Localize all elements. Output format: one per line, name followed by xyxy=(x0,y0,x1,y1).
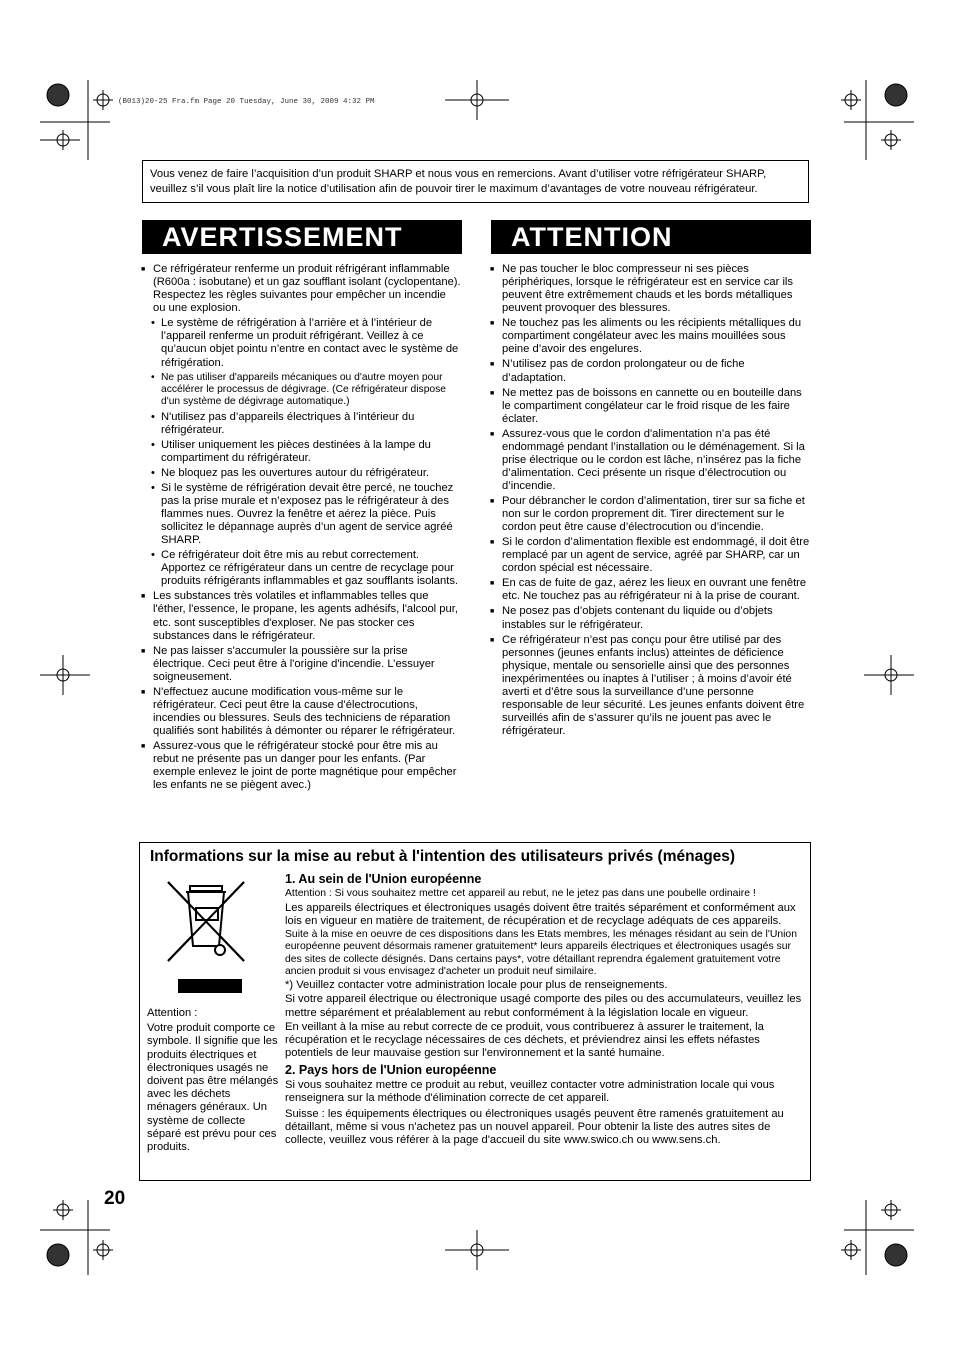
list-item: ■ Assurez-vous que le cordon d'alimentation n’a pas été endommagé pendant l’installation ou le déménagement. Si la prise électrique ou le cordon est lâche, n’insérez pas la fiche d’alimentation. Ceci présente un risque d’électrocution ou d’incendie. xyxy=(490,428,811,493)
avertissement-list xyxy=(141,263,461,792)
list-item: • Le système de réfrigération à l’arrière et à l’intérieur de l’appareil renferme un produit réfrigérant. Veillez à ce qu’aucun objet pointu n’entre en contact avec le système de réfrigération. xyxy=(141,317,461,369)
disposal-details xyxy=(285,873,810,1148)
list-item: ■ Ce réfrigérateur n’est pas conçu pour être utilisé par des personnes (jeunes enfants inclus) atteintes de déficience physique, mentale ou sensorielle ainsi que des personnes inexpérimentées ou inaptes à l’utiliser ; à moins d’avoir été averti et d’être sous la surveillance d’une personne responsable de leur sécurité. Les jeunes enfants doivent être surveillés afin de s’assurer qu’ils ne jouent pas avec le réfrigérateur. xyxy=(490,634,811,739)
list-item: ■ N'effectuez aucune modification vous-même sur le réfrigérateur. Ceci peut être la cause d’électrocutions, incendies ou blessures. Seuls des techniciens de réparation qualifiés sont habilités à démonter ou réparer le réfrigérateur. xyxy=(141,686,461,738)
list-item: • Utiliser uniquement les pièces destinées à la lampe du compartiment du réfrigérateur. xyxy=(141,439,461,465)
list-item: ■ Ne posez pas d’objets contenant du liquide ou d’objets instables sur le réfrigérateur. xyxy=(490,605,811,631)
list-item: • N'utilisez pas d’appareils électriques à l’intérieur du réfrigérateur. xyxy=(141,411,461,437)
avertissement-column xyxy=(141,263,461,794)
symbol-explanation xyxy=(147,1007,279,1154)
disposal-info-box xyxy=(139,842,811,1181)
attention-list xyxy=(490,263,811,738)
weee-black-bar xyxy=(178,979,242,993)
file-header-line: (B013)20-25 Fra.fm Page 20 Tuesday, June 30, 2009 4:32 PM xyxy=(118,98,375,106)
section-eu-para: En veillant à la mise au rebut correcte de ce produit, vous contribuerez à assurer le traitement, la récupération et le recyclage nécessaires de ces déchets, et préviendrez ainsi les effets néfastes potentiels de leur mauvaise gestion sur l'environnement et la santé humaine. xyxy=(285,1020,764,1059)
list-item: ■ Ce réfrigérateur renferme un produit réfrigérant inflammable (R600a : isobutane) et un gaz soufflant isolant (cyclopentane). Respectez les règles suivantes pour empêcher un incendie ou une explosion. xyxy=(141,263,461,315)
symbol-attention-text: Votre produit comporte ce symbole. Il signifie que les produits électriques et électroniques usagés ne doivent pas être mélangés avec les déchets ménagers généraux. Un système de collecte séparé est prévu pour ces produits. xyxy=(147,1022,279,1154)
disposal-title: Informations sur la mise au rebut à l'intention des utilisateurs privés (ménages) xyxy=(150,848,736,865)
section-eu-para: Suite à la mise en oeuvre de ces dispositions dans les Etats membres, les ménages résidant au sein de l'Union européenne peuvent désormais ramener gratuitement* leurs appareils électriques et électroniques usagés sur des sites de collecte désignés. Dans certains pays*, votre détaillant reprendra également gratuitement votre ancien produit si vous envisagez d'acheter un produit neuf similaire. xyxy=(285,928,797,977)
section-non-eu-para: Si vous souhaitez mettre ce produit au rebut, veuillez contacter votre administration locale qui vous renseignera sur la méthode d'élimination correcte de cet appareil. xyxy=(285,1078,775,1105)
section-eu-footnote: *) Veuillez contacter votre administration locale pour plus de renseignements. xyxy=(285,979,668,992)
avertissement-banner: AVERTISSEMENT xyxy=(142,220,462,254)
attention-banner: ATTENTION xyxy=(491,220,811,254)
list-item: • Ne pas utiliser d'appareils mécaniques ou d'autre moyen pour accélérer le processus de dégivrage. (Ce réfrigérateur dispose d'un système de dégivrage automatique.) xyxy=(141,372,461,409)
page-number: 20 xyxy=(104,1188,126,1209)
section-eu-heading: 1. Au sein de l'Union européenne xyxy=(285,872,482,886)
intro-box: Vous venez de faire l’acquisition d’un produit SHARP et nous vous en remercions. Avant d’utiliser votre réfrigérateur SHARP, veuillez s’il vous plaît lire la notice d’utilisation afin de pouvoir tirer le maximum d’avantages de votre nouveau réfrigérateur. xyxy=(142,160,809,203)
list-item: ■ N’utilisez pas de cordon prolongateur ou de fiche d’adaptation. xyxy=(490,358,811,384)
list-item: ■ Pour débrancher le cordon d’alimentation, tirer sur sa fiche et non sur le cordon proprement dit. Tirer directement sur le cordon peut être cause d’électrocution ou d’incendie. xyxy=(490,495,811,534)
list-item: ■ Si le cordon d’alimentation flexible est endommagé, il doit être remplacé par un agent de service, agréé par SHARP, car un cordon spécial est nécessaire. xyxy=(490,536,811,575)
section-eu-para: Si votre appareil électrique ou électronique usagé comporte des piles ou des accumulateurs, veuillez les mettre séparément et préalablement au rebut conformément à la législation locale en vigueur. xyxy=(285,993,802,1019)
list-item: • Ce réfrigérateur doit être mis au rebut correctement. Apportez ce réfrigérateur dans un centre de recyclage pour produits réfrigérants inflammables et gaz soufflants isolants. xyxy=(141,549,461,588)
attention-column xyxy=(490,263,811,740)
list-item: ■ Ne mettez pas de boissons en cannette ou en bouteille dans le compartiment congélateur car le froid risque de les faire éclater. xyxy=(490,387,811,426)
list-item: • Ne bloquez pas les ouvertures autour du réfrigérateur. xyxy=(141,467,461,480)
list-item: • Si le système de réfrigération devait être percé, ne touchez pas la prise murale et n’exposez pas le réfrigérateur à des flammes nues. Ouvrez la fenêtre et aérez la pièce. Puis sollicitez le dépannage auprès d’un agent de service agréé SHARP. xyxy=(141,482,461,547)
section-eu-warning: Attention : Si vous souhaitez mettre cet appareil au rebut, ne le jetez pas dans une poubelle ordinaire ! xyxy=(285,888,756,900)
section-eu-para: Les appareils électriques et électroniques usagés doivent être traités séparément et conformément aux lois en vigueur en matière de traitement, de récupération et de recyclage adéquats de ces appareils. xyxy=(285,901,796,927)
list-item: ■ Ne pas toucher le bloc compresseur ni ses pièces périphériques, lorsque le réfrigérateur est en service car ils peuvent être extrêmement chauds et les bords métalliques peuvent provoquer des blessures. xyxy=(490,263,811,315)
symbol-attention-label: Attention : xyxy=(147,1007,198,1019)
list-item: ■ Ne touchez pas les aliments ou les récipients métalliques du compartiment congélateur avec les mains mouillées sous peine d’avoir des engelures. xyxy=(490,317,811,356)
crossed-bin-icon xyxy=(166,880,246,963)
list-item: ■ Les substances très volatiles et inflammables telles que l'éther, l'essence, le propane, les agents adhésifs, l'alcool pur, etc. sont susceptibles d'exploser. Ne pas stocker ces substances dans le réfrigérateur. xyxy=(141,590,461,642)
section-non-eu-para: Suisse : les équipements électriques ou électroniques usagés peuvent être ramenés gratuitement au détaillant, même si vous n'achetez pas un nouvel appareil. Pour obtenir la liste des autres sites de collecte, veuillez vous référer à la page d'accueil du site www.swico.ch ou www.sens.ch. xyxy=(285,1108,784,1147)
section-non-eu-heading: 2. Pays hors de l'Union européenne xyxy=(285,1062,497,1077)
list-item: ■ Ne pas laisser s'accumuler la poussière sur la prise électrique. Ceci peut être à l'origine d'incendie. L’essuyer soigneusement. xyxy=(141,645,461,684)
list-item: ■ Assurez-vous que le réfrigérateur stocké pour être mis au rebut ne présente pas un danger pour les enfants. (Par exemple enlevez le joint de porte magnétique pour empêcher les enfants ne se piègent avec.) xyxy=(141,740,461,792)
list-item: ■ En cas de fuite de gaz, aérez les lieux en ouvrant une fenêtre etc. Ne touchez pas au réfrigérateur ni à la prise de courant. xyxy=(490,577,811,603)
